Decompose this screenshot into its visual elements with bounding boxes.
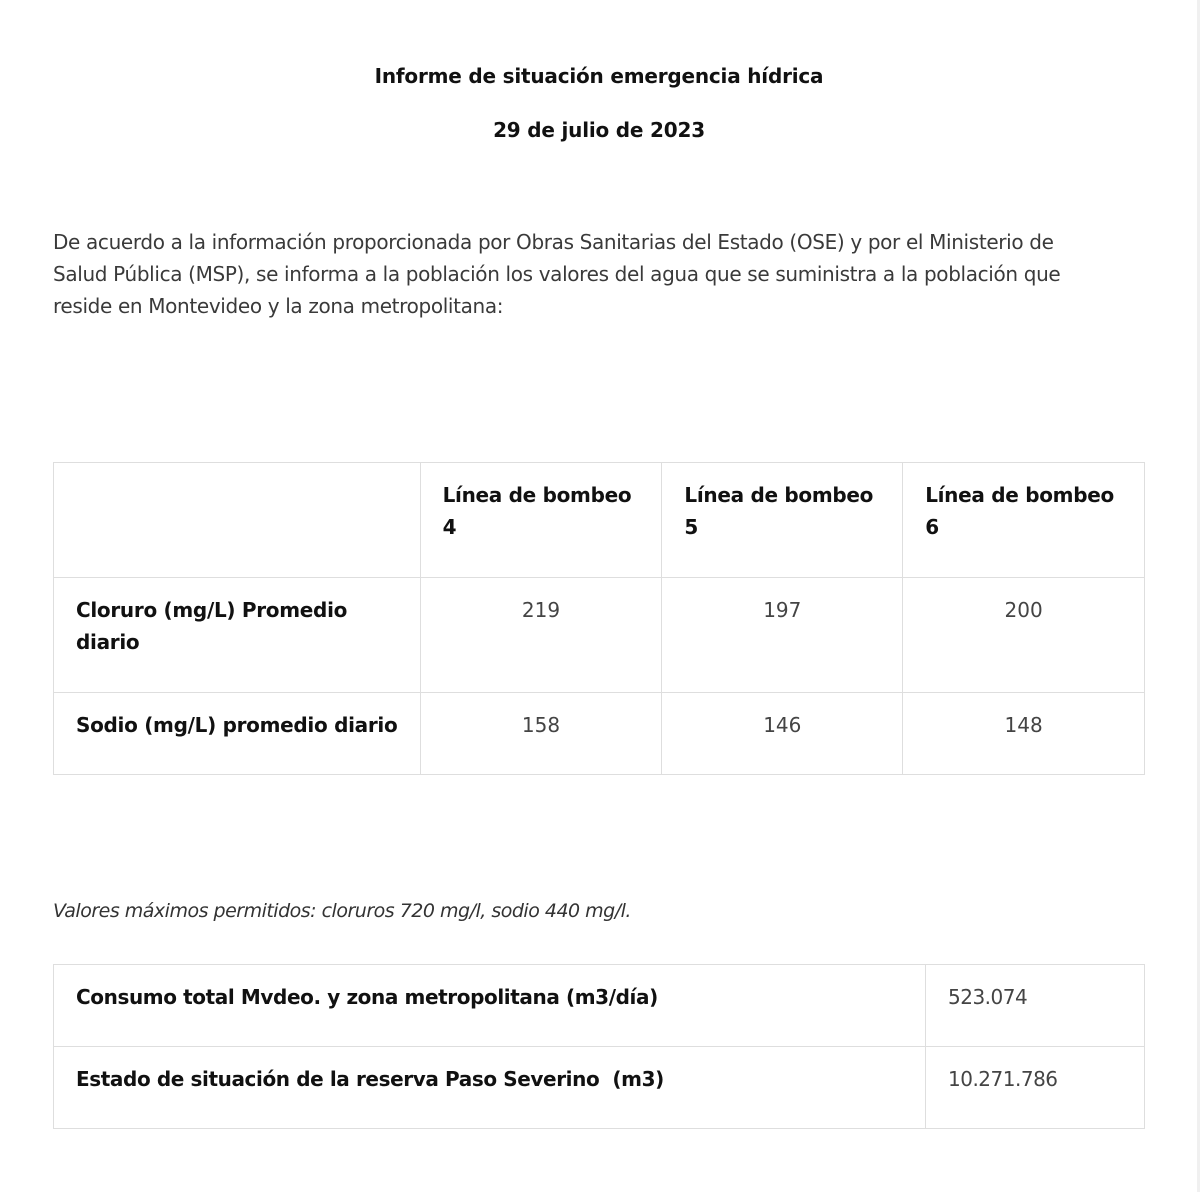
header-linea-5: Línea de bombeo 5: [662, 463, 903, 578]
table-row-reserva: [54, 1047, 1145, 1129]
reserva-value: 10.271.786: [926, 1047, 1145, 1129]
row-label-reserva: Estado de situación de la reserva Paso Severino (m3): [54, 1047, 926, 1129]
water-quality-table: [53, 462, 1145, 775]
max-values-note: Valores máximos permitidos: cloruros 720 mg/l, sodio 440 mg/l.: [53, 900, 631, 922]
consumption-table: [53, 964, 1145, 1129]
sodio-linea-6: 148: [903, 693, 1145, 775]
row-label-sodio: Sodio (mg/L) promedio diario: [54, 693, 421, 775]
table-row-cloruro: [54, 578, 1145, 693]
sodio-linea-4: 158: [420, 693, 662, 775]
report-date: 29 de julio de 2023: [493, 118, 705, 142]
header-linea-4: Línea de bombeo 4: [420, 463, 662, 578]
row-label-consumo: Consumo total Mvdeo. y zona metropolitana (m3/día): [54, 965, 926, 1047]
table-row-consumo: [54, 965, 1145, 1047]
table-row-sodio: [54, 693, 1145, 775]
cloruro-linea-6: 200: [903, 578, 1145, 693]
table-header-row: [54, 463, 1145, 578]
cloruro-linea-4: 219: [420, 578, 662, 693]
row-label-cloruro: Cloruro (mg/L) Promedio diario: [54, 578, 421, 693]
intro-paragraph: De acuerdo a la información proporcionada por Obras Sanitarias del Estado (OSE) y por el Ministerio de Salud Pública (MSP), se informa a la población los valores del agua que se suministra a la población que reside en Montevideo y la zona metropolitana:: [53, 230, 1061, 318]
consumo-value: 523.074: [926, 965, 1145, 1047]
cloruro-linea-5: 197: [662, 578, 903, 693]
header-empty: [54, 463, 421, 578]
header-linea-6: Línea de bombeo 6: [903, 463, 1145, 578]
sodio-linea-5: 146: [662, 693, 903, 775]
report-title: Informe de situación emergencia hídrica: [374, 64, 824, 88]
